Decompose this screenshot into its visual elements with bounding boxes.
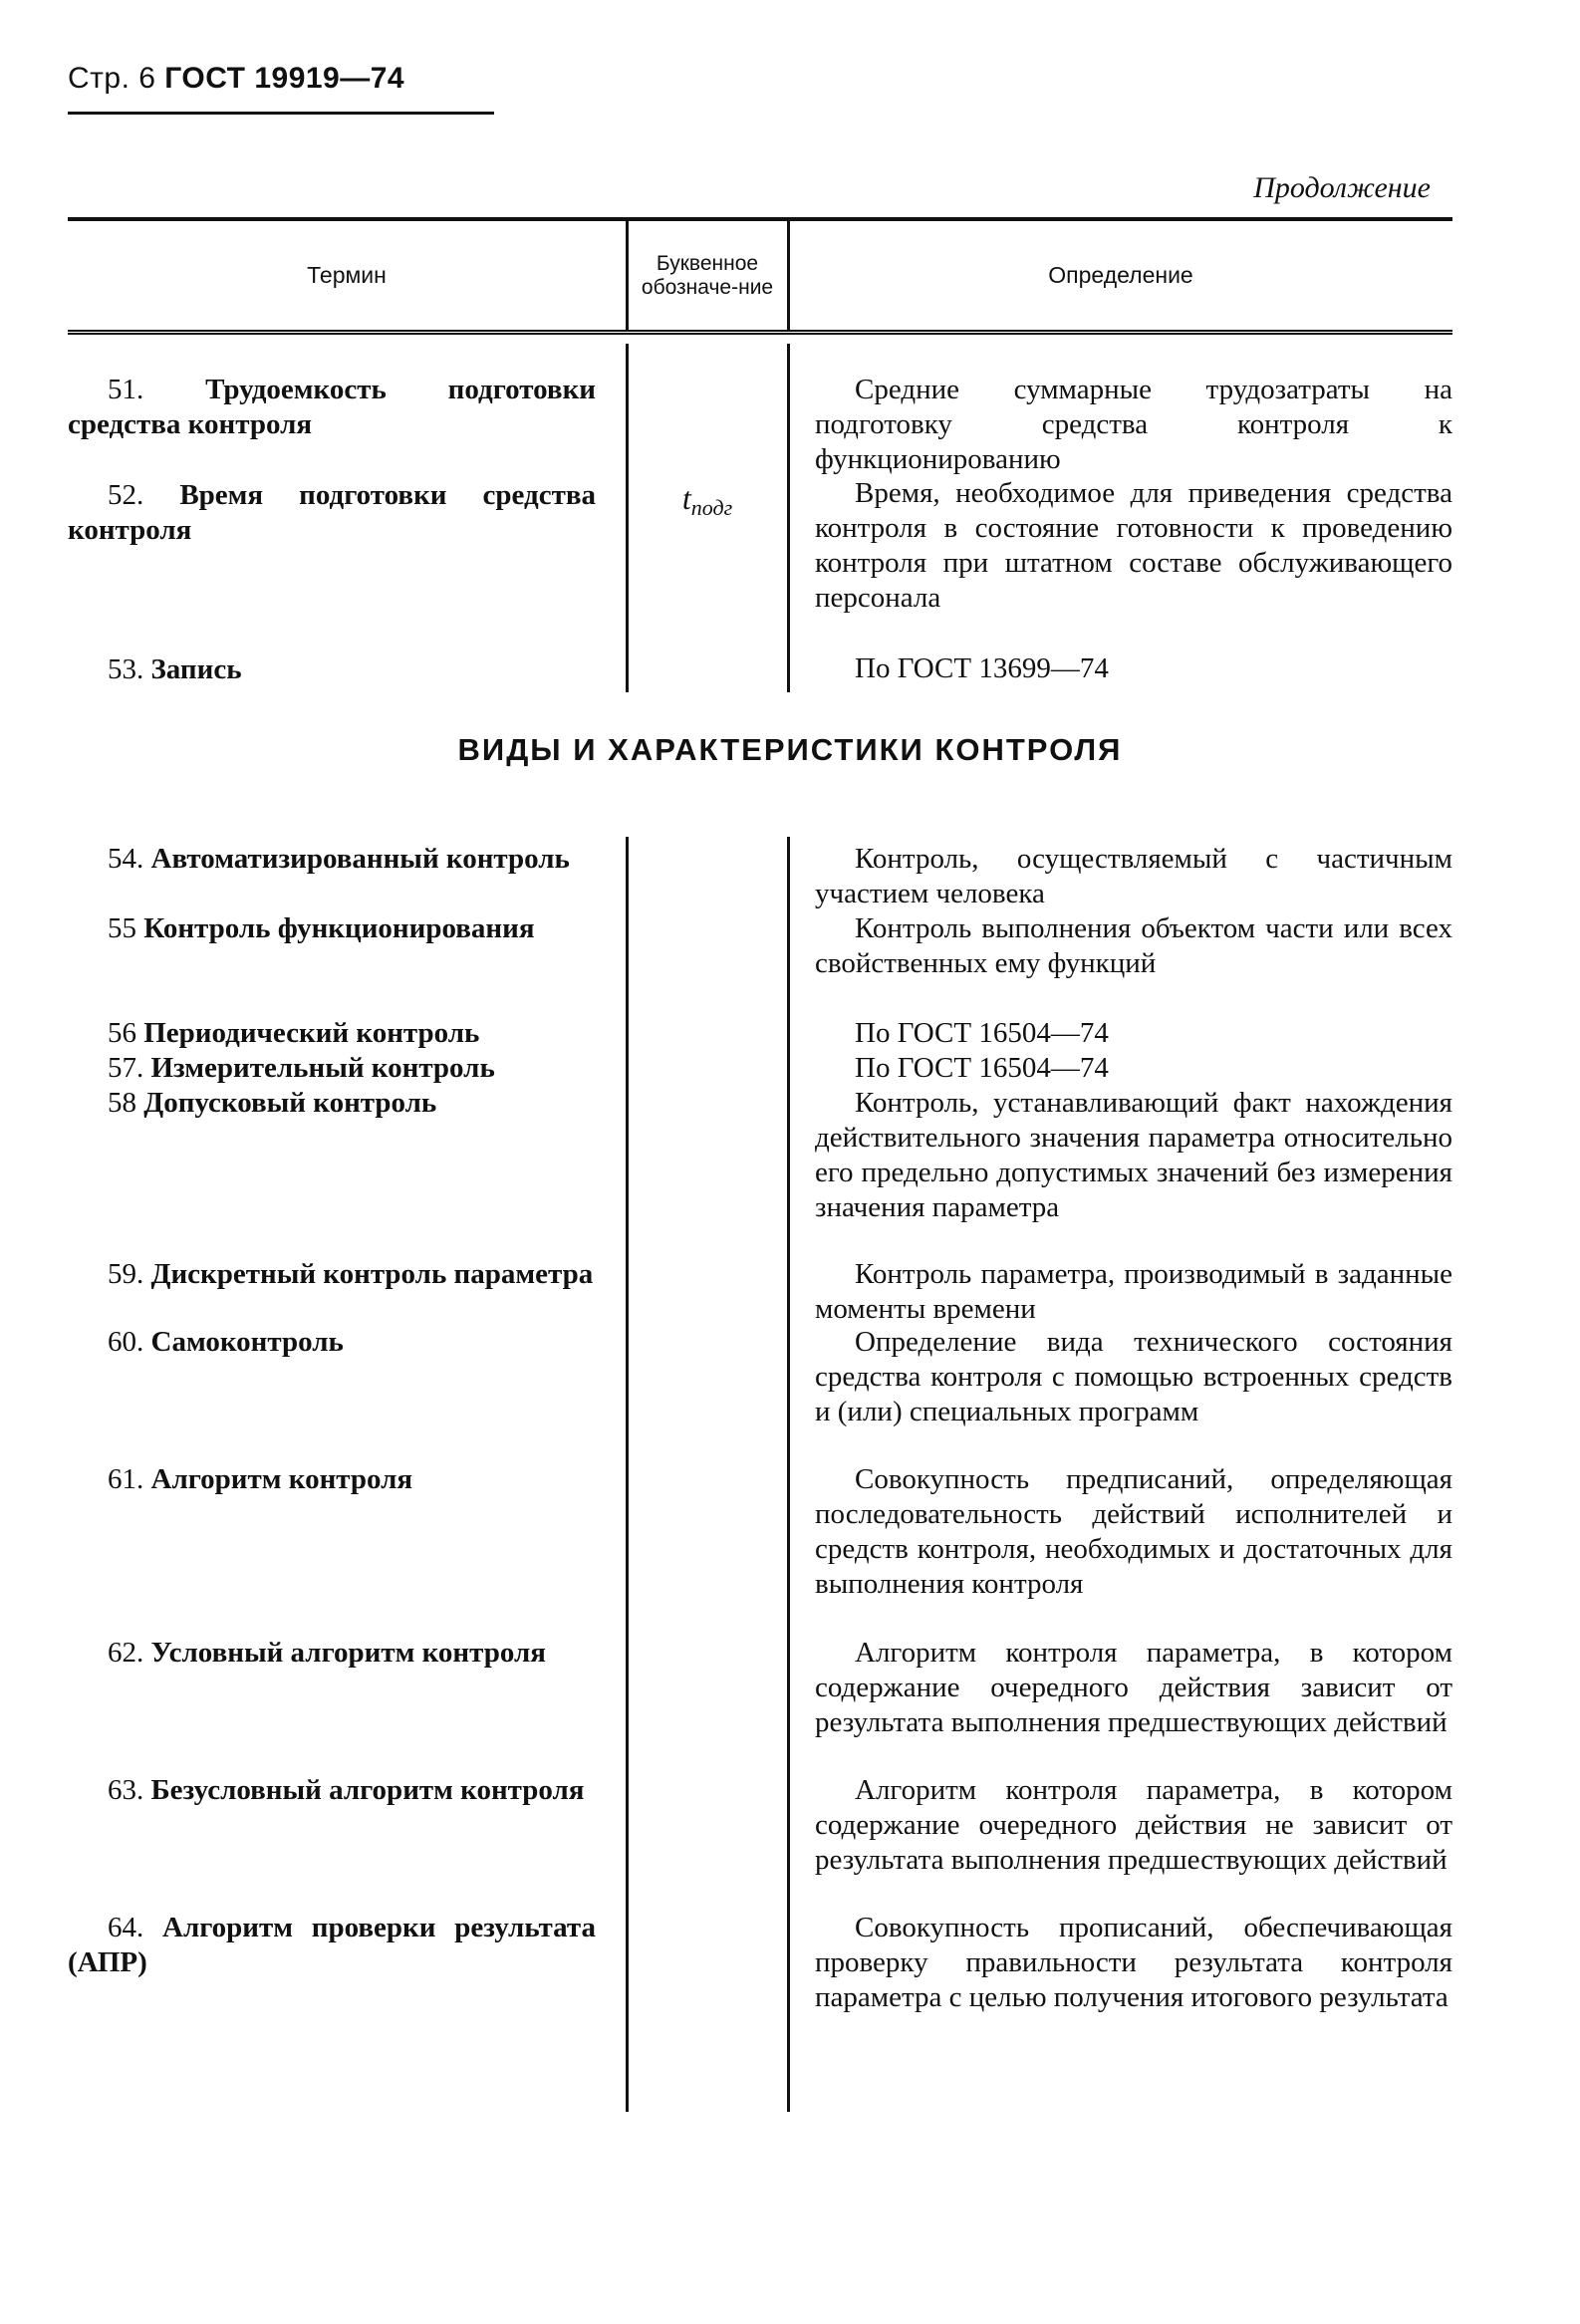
definition-text: Алгоритм контроля параметра, в котором содержание очередного действия зависит от результата выполнения предшествующих действий: [815, 1637, 1452, 1738]
term-row: [68, 1636, 596, 1671]
symbol-subscript: подг: [690, 495, 733, 520]
term-number: 52.: [108, 479, 144, 511]
term-text: Безусловный алгоритм контроля: [150, 1774, 585, 1806]
term-text: Трудоемкость подготовки средства контроля: [68, 374, 596, 440]
definition-text: Контроль, устанавливающий факт нахождения действительного значения параметра относительно его предельно допустимых значений без измерения значения параметра: [815, 1087, 1452, 1223]
standard-number: ГОСТ 19919—74: [164, 62, 405, 95]
section-title: ВИДЫ И ХАРАКТЕРИСТИКИ КОНТРОЛЯ: [457, 732, 1123, 767]
term-text: Алгоритм проверки результата (АПР): [68, 1912, 596, 1978]
block1-divider-right: [787, 344, 790, 692]
term-text: Контроль функционирования: [143, 912, 535, 944]
term-number: 60.: [108, 1326, 144, 1358]
definition-text: Алгоритм контроля параметра, в котором содержание очередного действия не зависит от результата выполнения предшествующих действий: [815, 1774, 1452, 1876]
term-row: [68, 1086, 596, 1121]
term-number: 53.: [108, 653, 144, 685]
continuation-label: Продолжение: [1253, 171, 1431, 204]
term-number: 62.: [108, 1637, 144, 1669]
block2-divider-right: [787, 837, 790, 2112]
term-row: [68, 911, 596, 946]
header-divider-right: [787, 219, 790, 331]
term-number: 58: [108, 1087, 136, 1119]
page-header: [68, 62, 404, 96]
term-text: Дискретный контроль параметра: [150, 1258, 594, 1290]
term-row: [68, 1051, 596, 1086]
definition-text: Время, необходимое для приведения средства контроля в состояние готовности к проведению контроля при штатном составе обслуживающего персонала: [815, 477, 1452, 614]
term-number: 59.: [108, 1258, 144, 1290]
definition-text: Контроль параметра, производимый в заданные моменты времени: [815, 1258, 1452, 1325]
header-rule: [68, 112, 494, 115]
definition-text: Средние суммарные трудозатраты на подготовку средства контроля к функционированию: [815, 374, 1452, 475]
term-text: Автоматизированный контроль: [150, 843, 570, 875]
definition-text: Определение вида технического состояния средства контроля с помощью встроенных средств и (или) специальных программ: [815, 1326, 1452, 1427]
column-header-symbol: Буквенное обозначе-ние: [641, 252, 774, 299]
term-row: [68, 1773, 596, 1808]
term-number: 63.: [108, 1774, 144, 1806]
definition-text: Контроль, осуществляемый с частичным участием человека: [815, 843, 1452, 909]
definition-text: По ГОСТ 16504—74: [855, 1017, 1109, 1049]
page-label: Стр. 6: [68, 62, 156, 95]
term-row: [68, 842, 596, 877]
term-text: Алгоритм контроля: [150, 1463, 413, 1495]
term-number: 57.: [108, 1052, 144, 1084]
term-text: Периодический контроль: [143, 1017, 480, 1049]
symbol-main: t: [681, 480, 691, 516]
definition-text: По ГОСТ 13699—74: [855, 652, 1109, 684]
term-row: [68, 1325, 596, 1360]
term-number: 56: [108, 1017, 136, 1049]
term-row: [68, 1462, 596, 1497]
definition-text: Совокупность прописаний, обеспечивающая проверку правильности результата контроля параметра с целью получения итогового результата: [815, 1912, 1452, 2013]
column-header-definition: Определение: [1048, 261, 1193, 288]
table-header: [68, 217, 1452, 335]
term-text: Измерительный контроль: [150, 1052, 495, 1084]
term-row: [68, 1016, 596, 1051]
term-row: [68, 478, 596, 548]
column-header-term: Термин: [307, 261, 387, 288]
term-text: Условный алгоритм контроля: [150, 1637, 546, 1669]
term-text: Допусковый контроль: [143, 1087, 437, 1119]
term-text: Самоконтроль: [150, 1326, 344, 1358]
term-text: Запись: [150, 653, 242, 685]
term-number: 54.: [108, 843, 144, 875]
header-divider-left: [626, 219, 629, 331]
term-row: [68, 1911, 596, 1980]
term-row: [68, 373, 596, 442]
definition-text: Контроль выполнения объектом части или всех свойственных ему функций: [815, 912, 1452, 979]
term-number: 61.: [108, 1463, 144, 1495]
definition-text: Совокупность предписаний, определяющая последовательность действий исполнителей и средств контроля, необходимых и достаточных для выполнения контроля: [815, 1463, 1452, 1600]
term-number: 51.: [108, 374, 144, 405]
block1-divider-left: [626, 344, 629, 692]
term-number: 64.: [108, 1912, 144, 1943]
block2-divider-left: [626, 837, 629, 2112]
definition-text: По ГОСТ 16504—74: [855, 1052, 1109, 1084]
term-number: 55: [108, 912, 136, 944]
term-text: Время подготовки средства контроля: [68, 479, 596, 546]
term-row: [68, 1257, 596, 1292]
term-row: [68, 652, 596, 687]
letter-symbol: [648, 480, 767, 521]
